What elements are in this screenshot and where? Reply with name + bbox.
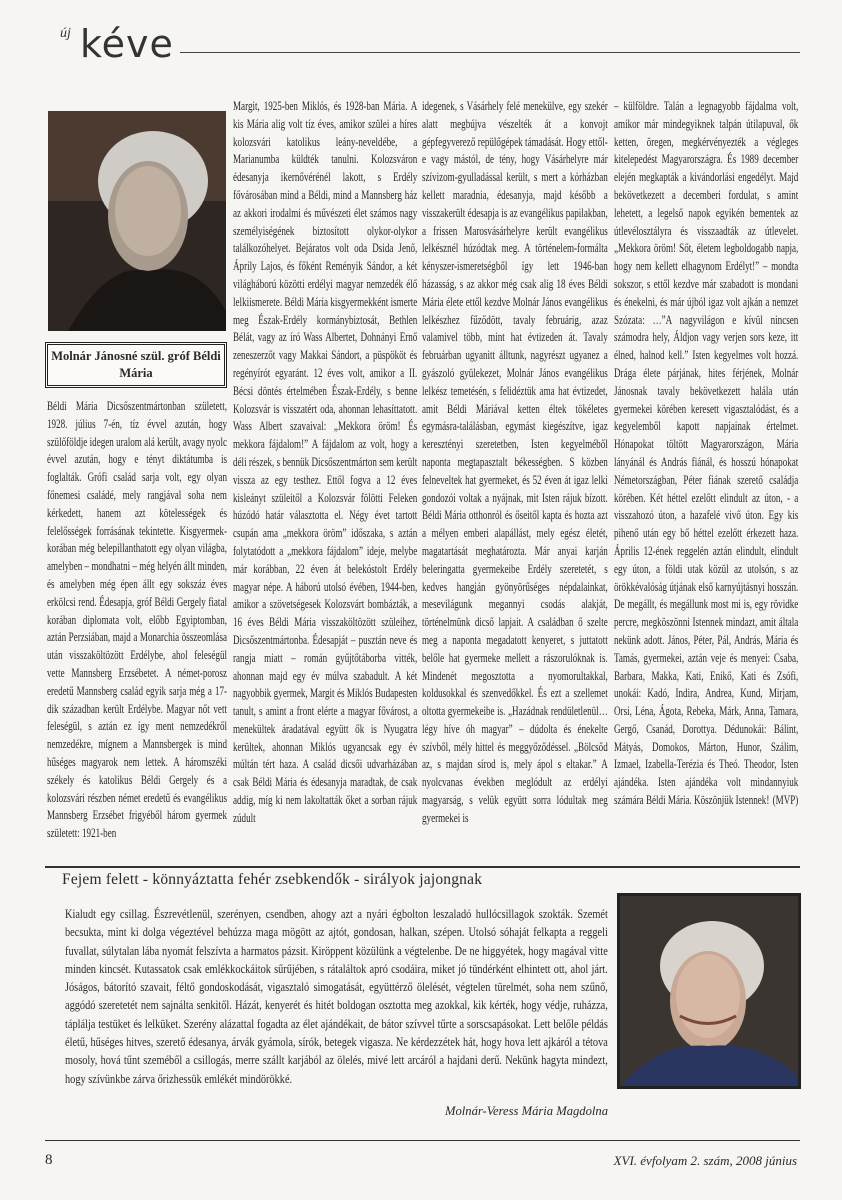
- logo-small-text: új: [60, 26, 71, 41]
- portrait-photo-elderly-woman: [48, 111, 226, 331]
- tribute-title: Fejem felett - könnyáztatta fehér zsebkendők - sirályok jajongnak: [62, 871, 483, 888]
- magazine-logo: kéve: [80, 22, 174, 66]
- column-signature: (MVP): [772, 793, 799, 808]
- header-rule: [180, 52, 800, 53]
- section-divider: [45, 866, 800, 868]
- article-column-2: Margit, 1925-ben Miklós, és 1928-ban Mária. A kis Mária alig volt tíz éves, amikor szülei a híres kolozsvári katolikus leány-neveldébe, a Marianumba küldték tanulni. Kolozsváron édesanyja ikernővérénél lakott, s Erdély fővárosában mind a Béldi, mind a Mannsberg ház az akkori irodalmi és művészeti élet számos nagy személyiségének biztosított olykor-olykor találkozóhelyet. Bejáratos volt oda Dsida Jenő, Áprily Lajos, és főként Reményik Sándor, a két világháború közötti erdélyi magyar nemzedék élő lelkiismerete. Béldi Mária kisgyermekként ismerte meg Észak-Erdély kormánybiztosát, Bethlen Bélát, vagy az író Wass Albertet, Dohnányi Ernő zeneszerzőt vagy Makkai Sándort, a püspököt és regényírót egyaránt. 12 éves volt, amikor a II. Bécsi döntés értelmében Észak-Erdély, s benne Kolozsvár is visszatért oda, ahonnan lehasíttatott. Wass Albert szavaival: „Mekkora öröm! És mekkora fájdalom!” A fájdalom az volt, hogy a déli részek, s bennük Dicsőszentmárton sem került vissza az egy testhez. Ettől fogva a 12 éves kisleányt szüleitől a Kolozsvár fölötti Feleken húzódó határ választotta el. Négy évet tartott csupán ama „mekkora öröm” időszaka, s aztán folytatódott a „mekkora fájdalom” ideje, melybe már korábban, 22 éven át belekóstolt Erdély magyar népe. A háború utolsó évében, 1944-ben, amikor a szövetségesek Kolozsvárt bombázták, a 16 éves Béldi Mária visszaköltözött szüleihez, Dicsőszentmártonba. Édesapját – pusztán neve és rangja miatt – román gyűjtőtáborba vitték, ahonnan majd egy év múlva szabadult. A két nagyobbik gyermek, Margit és Miklós Budapesten tanult, s amint a front elérte a magyar fővárost, a menekültek áradatával együtt ők is Nyugatra kerültek, ahonnan Miklós ugyancsak egy év múltán tért haza. A család dicsői udvarházában csak Béldi Mária és édesanyja maradtak, de csak addig, míg ki nem lakoltatták őket a sorban rájuk zúdult: [233, 99, 418, 825]
- column-4-text: – külföldre. Talán a legnagyobb fájdalma volt, amikor már mindegyiknek talpán útilapuval, ők ketten, öregen, megkérvényezték a végleges kitelepedést Magyarországra. És 1989 december elején megkapták a kivándorlási engedélyt. Majd bekövetkezett a decemberi fordulat, s amint lehetett, a legelső napok egyikén bementek az útlevélosztályra és visszaadták az útlevelet. „Mekkora öröm! Sőt, életem legboldogabb napja, hogy nem kellett elhagynom Erdélyt!” – mondta sokszor, s ettől kezdve már szabadott is mondani és énekelni, és már újból igaz volt ajkán a nemzet Szózata: …”A nagyvilágon e kívül nincsen számodra hely, Áldjon vagy verjen sors keze, itt élned, halnod kell.” Isten kegyelmes volt hozzá. Drága élete párjának, hites férjének, Molnár Jánosnak tavaly bekövetkezett halála után gyermekei körében keresett vigasztalódást, és a kegyelemből kapott napjainak értelmet. Hónapokat töltött Magyarországon, Mária lányánál és András fiánál, és hosszú hónapokat Németországban, Péter fiának szerető családja körében. Két héttel ezelőtt elindult az úton, - a visszahozó úton, a hazafelé vivő úton. Egy kis pihenő után egy bő héttel ezelőtt érkezett haza. Április 12-ének reggelén aztán elindult, elindult egy úton, a földi utak közül az utolsón, s az örökkévalóság útjának első karnyújtásnyi hosszán. De megállt, és megállunk most mi is, egy rövidke percre, megköszönni Istennek mindazt, amit általa nekünk adott. János, Péter, Pál, András, Mária és Tamás, gyermekei, aztán veje és menyei: Csaba, Barbara, Makka, Kati, Enikő, Kati és Zsófi, unokái: Kadó, Indira, Andrea, Kund, Mirjam, Orsi, Léna, Ágota, Rebeka, Márk, Anna, Tamara, Gergő, Csanád, Dorottya. Dédunokái: Bálint, Mátyás, Domokos, Márton, Hunor, Szálim, Izmael, Izabella-Terézia és Theó. Theodor, Isten ajándéka. Isten ajándéka volt mindannyiuk számára Béldi Mária. Köszönjük Istennek!: [614, 99, 799, 808]
- article-column-3: idegenek, s Vásárhely felé menekülve, egy szekér alatt megbújva vészelték át a konvojt gépfegyverező repülőgépek támadását. Hogy ettől-e vagy mástól, de tény, hogy Vásárhelyre már szívizom-gyulladással került, s mert a kórházban kellett maradnia, édesanyja, majd később a visszakerült édesapja is az evangélikus papilakban, a frissen Marosvásárhelyre került evangélikus lelkésznél húzódtak meg. A történelem-formálta kényszer-ismeretségből így lett 1946-ban házasság, s az akkor még csak alig 18 éves Béldi Mária élete ettől kezdve Molnár János evangélikus lelkészhez fűződött, tavaly februárig, azaz valamivel több, mint hat évtizeden át. Tavaly februárban ugyanitt álltunk, nagyrészt ugyanez a gyászoló gyülekezet, Molnár János evangélikus lelkész temetésén, s felidéztük ama hat évtizedet, amit Béldi Máriával ketten éltek tökéletes egymásra-találásban, egymást kiegészítve, igaz keresztényi szeretetben, Isten kegyelméből naponta megtapasztalt békességben. S közben felneveltek hat gyermeket, és 52 éven át igaz lelki gondozói voltak a nyájnak, mit Isten rájuk bízott. Béldi Mária otthonról és őseitől kapta és hozta azt a mélyen emberi alapállást, mely egész életét, magatartását meghatározta. Már anyai karján beleringatta gyermekeibe Erdély szeretetét, s kedves hangján gyönyörűséges népdalainkat, mesevilágunk megannyi csodás alakját, történelmünk dicső lapjait. A családban ő szelte meg a naponta megadatott kenyeret, s juttatott belőle hat gyermeke mellett a rászorulóknak is. Mindenét megosztotta a nyomorultakkal, koldusokkal és szenvedőkkel. És ezt a szellemet oltotta gyermekeibe is. „Hazádnak rendületlenül… légy híve óh magyar” – dúdolta és énekelte szívből, mély hittel és meggyőződéssel. „Bölcsőd az, s majdan sírod is, mely ápol s eltakar.” A nyolcvanas években meglódult az erdélyi magyarság, s velük együtt sorra lódultak meg gyermekei is: [422, 99, 608, 825]
- tribute-author: Molnár-Veress Mária Magdolna: [445, 1104, 608, 1118]
- footer-rule: [45, 1140, 800, 1141]
- article-column-1: Béldi Mária Dicsőszentmártonban született, 1928. július 7-én, tíz évvel azután, hogy szülőföldje idegen uralom alá került, avagy nyolc évvel azután, hogy e tényt diktátumba is foglalták. Grófi család sarja volt, egy olyan főnemesi családé, mely rangjával soha nem kérkedett, hanem azt kötelességek és felelősségek forrásának tekintette. Kisgyermek-korában még belepillanthatott egy olyan világba, amelyben – mondhatni – még helyén állt minden, és amelyben még épen állt egy sokszáz éves erkölcsi rend. Édesapja, gróf Béldi Gergely fiatal korában diplomata volt, előbb Egyiptomban, aztán Perzsiában, majd a Monarchia összeomlása után visszaköltözött Erdélybe, ahol feleségül vette Mannsberg Erzsébetet. A német-porosz eredetű Mannsberg család egyik sarja még a 17-dik században került Erdélybe. Magyar nőt vett feleségül, s aztán ez így ment nemzedékről nemzedékre, mígnem a Mannsbergek is mind hűséges magyarok nem lettek. A háromszéki székely és katolikus Béldi Gergely és a kolozsvári részben német eredetű és evangélikus Mannsberg Erzsébet frigyéből három gyermek született: 1921-ben: [47, 399, 227, 841]
- page-number: 8: [45, 1152, 53, 1168]
- article-column-4: [614, 98, 798, 810]
- photo-caption: Molnár Jánosné szül. gróf Béldi Mária: [45, 342, 227, 388]
- portrait-photo-smiling-woman: [617, 893, 801, 1089]
- tribute-text: Kialudt egy csillag. Észrevétlenül, szerényen, csendben, ahogy azt a nyári égbolton leszaladó hullócsillagok szokták. Szemét becsukta, mint ki dolga végeztével behúzza maga mögött az ajtót, gondosan, halkan, szépen. Utolsó sóhaját felkapta a reggeli fuvallat, súlytalan lába nyomát felszívta a harmatos pázsit. Kiröppent közülünk a végtelenbe. De ne higgyétek, hogy magával vitte minden kincsét. Kutassatok csak emlékkockáitok sűrűjében, s rátaláltok apró csodáira, miket jó tündérként elhintett ott, ahol járt. Jóságos, bátorító szavait, féltő gondoskodását, vigasztaló simogatását, együttérző ölelését, végtelen türelmét, soha nem szűnő, aggódó szeretetét nem sajnálta senkitől. Házát, kenyerét és hitét boldogan osztotta meg azokkal, kik kérték, hogy védje, ruházza, táplálja testüket és lelküket. Szerény alázattal fogadta az élet ajándékait, de bátor szívvel tűrte a sorscsapásokat. Lett belőle példás életű, hűséges hitves, szerető édesanya, árvák gyámola, sírók, betegek vigasza. Ne kérdezzétek hát, hogy hova lett ajkáról a tétova mosoly, hová tűnt szeméből a csillogás, merre szállt karjából az ölelés, mivé lett arcáról a hajdani derű. Nekünk hagyta mindezt, hogy szívünkbe zárva őrizhessük emlékét mindörökké.: [65, 907, 608, 1086]
- issue-info: XVI. évfolyam 2. szám, 2008 június: [613, 1153, 797, 1168]
